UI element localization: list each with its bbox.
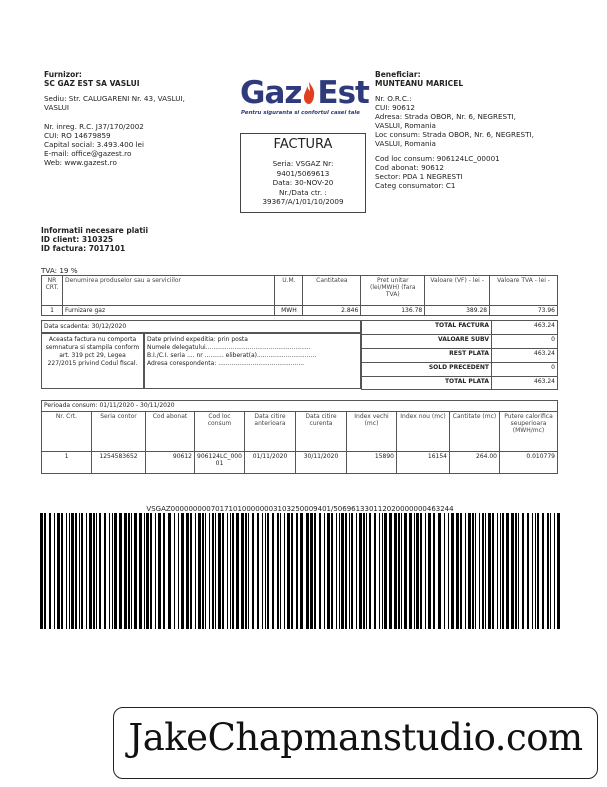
expedition-box <box>144 333 361 389</box>
barcode-bar <box>212 513 214 629</box>
beneficiary-orc: Nr. O.R.C.: <box>375 94 412 103</box>
beneficiary-loc-2: VASLUI, Romania <box>375 139 436 148</box>
barcode-bar <box>158 513 161 629</box>
barcode-bar <box>284 513 285 629</box>
barcode-bar <box>351 513 353 629</box>
barcode-bar <box>366 513 367 629</box>
barcode-bar <box>155 513 156 629</box>
barcode-bar <box>428 513 431 629</box>
barcode-bar <box>511 513 514 629</box>
supplier-reg: Nr. inreg. R.C. J37/170/2002 <box>44 122 144 131</box>
barcode-bar <box>134 513 137 629</box>
barcode-bar <box>384 513 387 629</box>
table-row: 1 1254583652 90612 906124LC_00001 01/11/2020 30/11/2020 15890 16154 264.00 0.010779 <box>42 452 558 474</box>
supplier-email: E-mail: office@gazest.ro <box>44 149 132 158</box>
barcode-bar <box>218 513 221 629</box>
barcode-bar <box>479 513 480 629</box>
barcode-bar <box>356 513 357 629</box>
due-date: Data scadenta: 30/12/2020 <box>41 320 361 333</box>
beneficiary-loc: Loc consum: Strada OBOR, Nr. 6, NEGRESTI, <box>375 130 534 139</box>
invoice-box <box>240 133 366 213</box>
barcode-bar <box>518 513 519 629</box>
barcode-bar <box>44 513 46 629</box>
barcode-bar <box>482 513 484 629</box>
barcode-bar <box>131 513 132 629</box>
barcode-bar <box>168 513 171 629</box>
barcode-bar <box>324 513 325 629</box>
barcode-bar <box>186 513 189 629</box>
barcode-bar <box>222 513 224 629</box>
col-valoare: Valoare (VF) - lei - <box>425 276 490 306</box>
barcode-bar <box>267 513 269 629</box>
barcode-bar <box>341 513 344 629</box>
barcode-bar <box>379 513 380 629</box>
logo-tagline: Pentru siguranta si confortul casei tale <box>241 110 360 116</box>
barcode-bar <box>99 513 101 629</box>
barcode-bar <box>57 513 60 629</box>
col-um: U.M. <box>275 276 303 306</box>
barcode-bar <box>241 513 244 629</box>
barcode-bar <box>404 513 407 629</box>
payment-invoice-id: ID factura: 7017101 <box>41 244 126 253</box>
supplier-name: SC GAZ EST SA VASLUI <box>44 79 140 88</box>
barcode-bar <box>527 513 529 629</box>
barcode-bar <box>349 513 350 629</box>
barcode-bar <box>198 513 201 629</box>
barcode-bar <box>542 513 544 629</box>
supplier-cui: CUI: RO 14679859 <box>44 131 111 140</box>
barcode-bar <box>66 513 67 629</box>
payment-info <box>41 226 148 253</box>
totals-area <box>41 320 558 389</box>
barcode-bar <box>144 513 145 629</box>
barcode-bar <box>398 513 400 629</box>
barcode-bar <box>414 513 415 629</box>
barcode-bar <box>190 513 192 629</box>
barcode-bar <box>49 513 51 629</box>
barcode-bar <box>93 513 95 629</box>
barcode-bar <box>96 513 97 629</box>
beneficiary-categ: Categ consumator: C1 <box>375 181 456 190</box>
barcode-bar <box>460 513 462 629</box>
barcode-bar <box>280 513 281 629</box>
barcode-bar <box>310 513 313 629</box>
barcode-text: VSGAZ000000000701710100000003103250009401/506961330112020000000463244 <box>146 505 454 513</box>
tva-rate: TVA: 19 % <box>41 266 78 275</box>
supplier-label: Furnizor: <box>44 70 82 79</box>
barcode-bar <box>205 513 206 629</box>
barcode-bar <box>163 513 165 629</box>
barcode-bar <box>515 513 517 629</box>
payment-title: Informatii necesare platii <box>41 226 149 235</box>
table-row: 1 Furnizare gaz MWH 2.846 136.78 389.28 73.96 <box>42 306 558 316</box>
beneficiary-address: Adresa: Strada OBOR, Nr. 6, NEGRESTI, <box>375 112 516 121</box>
barcode-bar <box>124 513 127 629</box>
consumption-period: Perioada consum: 01/11/2020 - 30/11/2020 <box>42 401 558 412</box>
barcode-bar <box>554 513 555 629</box>
expedition-id: B.I./C.I. seria .... nr .......... eliberat(a)............................... <box>147 352 317 359</box>
barcode-bar <box>369 513 371 629</box>
barcode-bar <box>227 513 228 629</box>
barcode-graphic <box>40 513 560 629</box>
col-denumire: Denumirea produselor sau a serviciilor <box>62 276 274 306</box>
col-tva: Valoare TVA - lei - <box>490 276 558 306</box>
invoice-number: 9401/5069613 <box>276 168 330 178</box>
expedition-address: Adresa corespondenta: ............................................. <box>147 360 305 367</box>
invoice-date: Data: 30-NOV-20 <box>272 178 334 187</box>
table-row: SOLD PRECEDENT 0 <box>362 363 558 377</box>
table-row: TOTAL FACTURA 463.24 <box>362 321 558 335</box>
watermark-text: JakeChapmanstudio.com <box>128 716 583 759</box>
invoice-series: Seria: VSGAZ Nr: <box>272 159 334 168</box>
logo-text-est: Est <box>317 75 369 111</box>
barcode-bar <box>54 513 55 629</box>
beneficiary-cod-loc: Cod loc consum: 906124LC_00001 <box>375 154 500 163</box>
barcode-bar <box>550 513 551 629</box>
barcode-bar <box>296 513 298 629</box>
barcode-bar <box>61 513 63 629</box>
invoice-contract-label: Nr./Data ctr. : <box>279 187 327 197</box>
barcode-bar <box>451 513 454 629</box>
table-row: VALOARE SUBV 0 <box>362 335 558 349</box>
barcode-bar <box>262 513 263 629</box>
barcode-bar <box>248 513 249 629</box>
beneficiary-block <box>375 70 534 190</box>
barcode-bar <box>444 513 445 629</box>
beneficiary-name: MUNTEANU MARICEL <box>375 79 464 88</box>
barcode-bar <box>236 513 239 629</box>
watermark-box <box>113 707 598 779</box>
flame-icon <box>302 81 316 105</box>
supplier-address: Sediu: Str. CALUGARENI Nr. 43, VASLUI, <box>44 94 185 103</box>
barcode-bar <box>119 513 122 629</box>
barcode-bar <box>287 513 290 629</box>
barcode-bar <box>40 513 43 629</box>
barcode-bar <box>174 513 175 629</box>
barcode-bar <box>75 513 77 629</box>
barcode-bar <box>245 513 247 629</box>
barcode-bar <box>394 513 397 629</box>
beneficiary-cod-abonat: Cod abonat: 90612 <box>375 163 444 172</box>
expedition-title: Date privind expeditia: prin posta <box>147 336 248 343</box>
table-row: REST PLATA 463.24 <box>362 349 558 363</box>
barcode-bar <box>438 513 441 629</box>
barcode-bar <box>81 513 83 629</box>
barcode-bar <box>497 513 498 629</box>
col-nr: NR CRT. <box>42 276 63 306</box>
barcode-bar <box>522 513 524 629</box>
barcode-bar <box>272 513 274 629</box>
barcode-bar <box>209 513 210 629</box>
barcode-bar <box>327 513 330 629</box>
barcode-bar <box>114 513 117 629</box>
barcode-bar <box>433 513 435 629</box>
barcode-bar <box>69 513 70 629</box>
barcode-bar <box>252 513 254 629</box>
barcode-bar <box>109 513 110 629</box>
barcode-bar <box>181 513 184 629</box>
signature-note: Aceasta factura nu comporta semnatura si stampila conform art. 319 pct 29, Legea 227/2015 privind Codul fiscal. <box>41 333 144 389</box>
barcode-bar <box>300 513 303 629</box>
barcode-bar <box>146 513 149 629</box>
barcode-bar <box>339 513 340 629</box>
barcode-bar <box>215 513 216 629</box>
barcode-bar <box>139 513 142 629</box>
barcode-bar <box>485 513 486 629</box>
barcode-bar <box>389 513 392 629</box>
barcode-bar <box>89 513 92 629</box>
supplier-address-2: VASLUI <box>44 103 69 112</box>
barcode-bar <box>363 513 365 629</box>
barcode-bar <box>420 513 422 629</box>
barcode-bar <box>178 513 179 629</box>
barcode-bar <box>345 513 347 629</box>
barcode-bar <box>265 513 266 629</box>
supplier-block <box>44 70 185 167</box>
barcode-bar <box>500 513 501 629</box>
invoice-title: FACTURA <box>273 137 333 152</box>
barcode-bar <box>319 513 321 629</box>
barcode-bar <box>488 513 491 629</box>
barcode-bar <box>557 513 560 629</box>
barcode-bar <box>425 513 426 629</box>
beneficiary-cui: CUI: 90612 <box>375 103 415 112</box>
barcode-bar <box>112 513 113 629</box>
barcode-bar <box>506 513 509 629</box>
barcode-bar <box>277 513 279 629</box>
barcode-bar <box>472 513 474 629</box>
barcode-bar <box>537 513 539 629</box>
col-pret: Pret unitar (lei/MWH) (fara TVA) <box>361 276 425 306</box>
barcode-bar <box>202 513 204 629</box>
barcode-bar <box>448 513 449 629</box>
barcode-bar <box>86 513 87 629</box>
barcode-bar <box>382 513 383 629</box>
barcode-bar <box>532 513 533 629</box>
barcode-bar <box>465 513 466 629</box>
barcode-bar <box>306 513 309 629</box>
beneficiary-sector: Sector: PDA 1 NEGRESTI <box>375 172 463 181</box>
barcode-bar <box>150 513 152 629</box>
barcode-bar <box>71 513 74 629</box>
col-cantitate: Cantitatea <box>303 276 361 306</box>
barcode-bar <box>468 513 471 629</box>
barcode-bar <box>416 513 419 629</box>
invoice-contract: 39367/A/1/01/10/2009 <box>262 197 344 206</box>
supplier-web: Web: www.gazest.ro <box>44 158 117 167</box>
expedition-delegate: Numele delegatului....................................................... <box>147 344 311 351</box>
barcode-bar <box>475 513 476 629</box>
barcode-bar <box>232 513 234 629</box>
barcode-bar <box>492 513 494 629</box>
beneficiary-label: Beneficiar: <box>375 70 421 79</box>
barcode-bar <box>314 513 316 629</box>
barcode-bar <box>535 513 536 629</box>
totals-table <box>361 320 558 390</box>
barcode-bar <box>401 513 402 629</box>
company-logo <box>240 76 375 124</box>
logo-text-gaz: Gaz <box>240 75 302 111</box>
consumption-table: Perioada consum: 01/11/2020 - 30/11/2020 Nr. Crt. Seria contor Cod abonat Cod loc consum Data citire anterioara Data citire curenta Index vechi (mc) Index nou (mc) Cantitate (mc) Putere calorifica seuperioara (MWH/mc) 1 1254583652 90612 906124LC_00001 01/11/2020 30/11/2020 15890 16154 264.00 0.010779 <box>41 400 558 474</box>
barcode-bar <box>547 513 549 629</box>
barcode-bar <box>359 513 362 629</box>
barcode-bar <box>502 513 504 629</box>
items-table <box>41 275 558 316</box>
barcode-bar <box>104 513 106 629</box>
barcode-bar <box>291 513 293 629</box>
barcode-bar <box>336 513 337 629</box>
barcode-bar <box>456 513 459 629</box>
supplier-capital: Capital social: 3.493.400 lei <box>44 140 144 149</box>
barcode-bar <box>409 513 412 629</box>
barcode-bar <box>374 513 376 629</box>
barcode-bar <box>195 513 196 629</box>
barcode-bar <box>230 513 231 629</box>
table-row: TOTAL PLATA 463.24 <box>362 377 558 390</box>
beneficiary-address-2: VASLUI, Romania <box>375 121 436 130</box>
payment-client-id: ID client: 310325 <box>41 235 114 244</box>
barcode-bar <box>128 513 130 629</box>
barcode-bar <box>79 513 80 629</box>
barcode-bar <box>257 513 259 629</box>
barcode-bar <box>331 513 333 629</box>
